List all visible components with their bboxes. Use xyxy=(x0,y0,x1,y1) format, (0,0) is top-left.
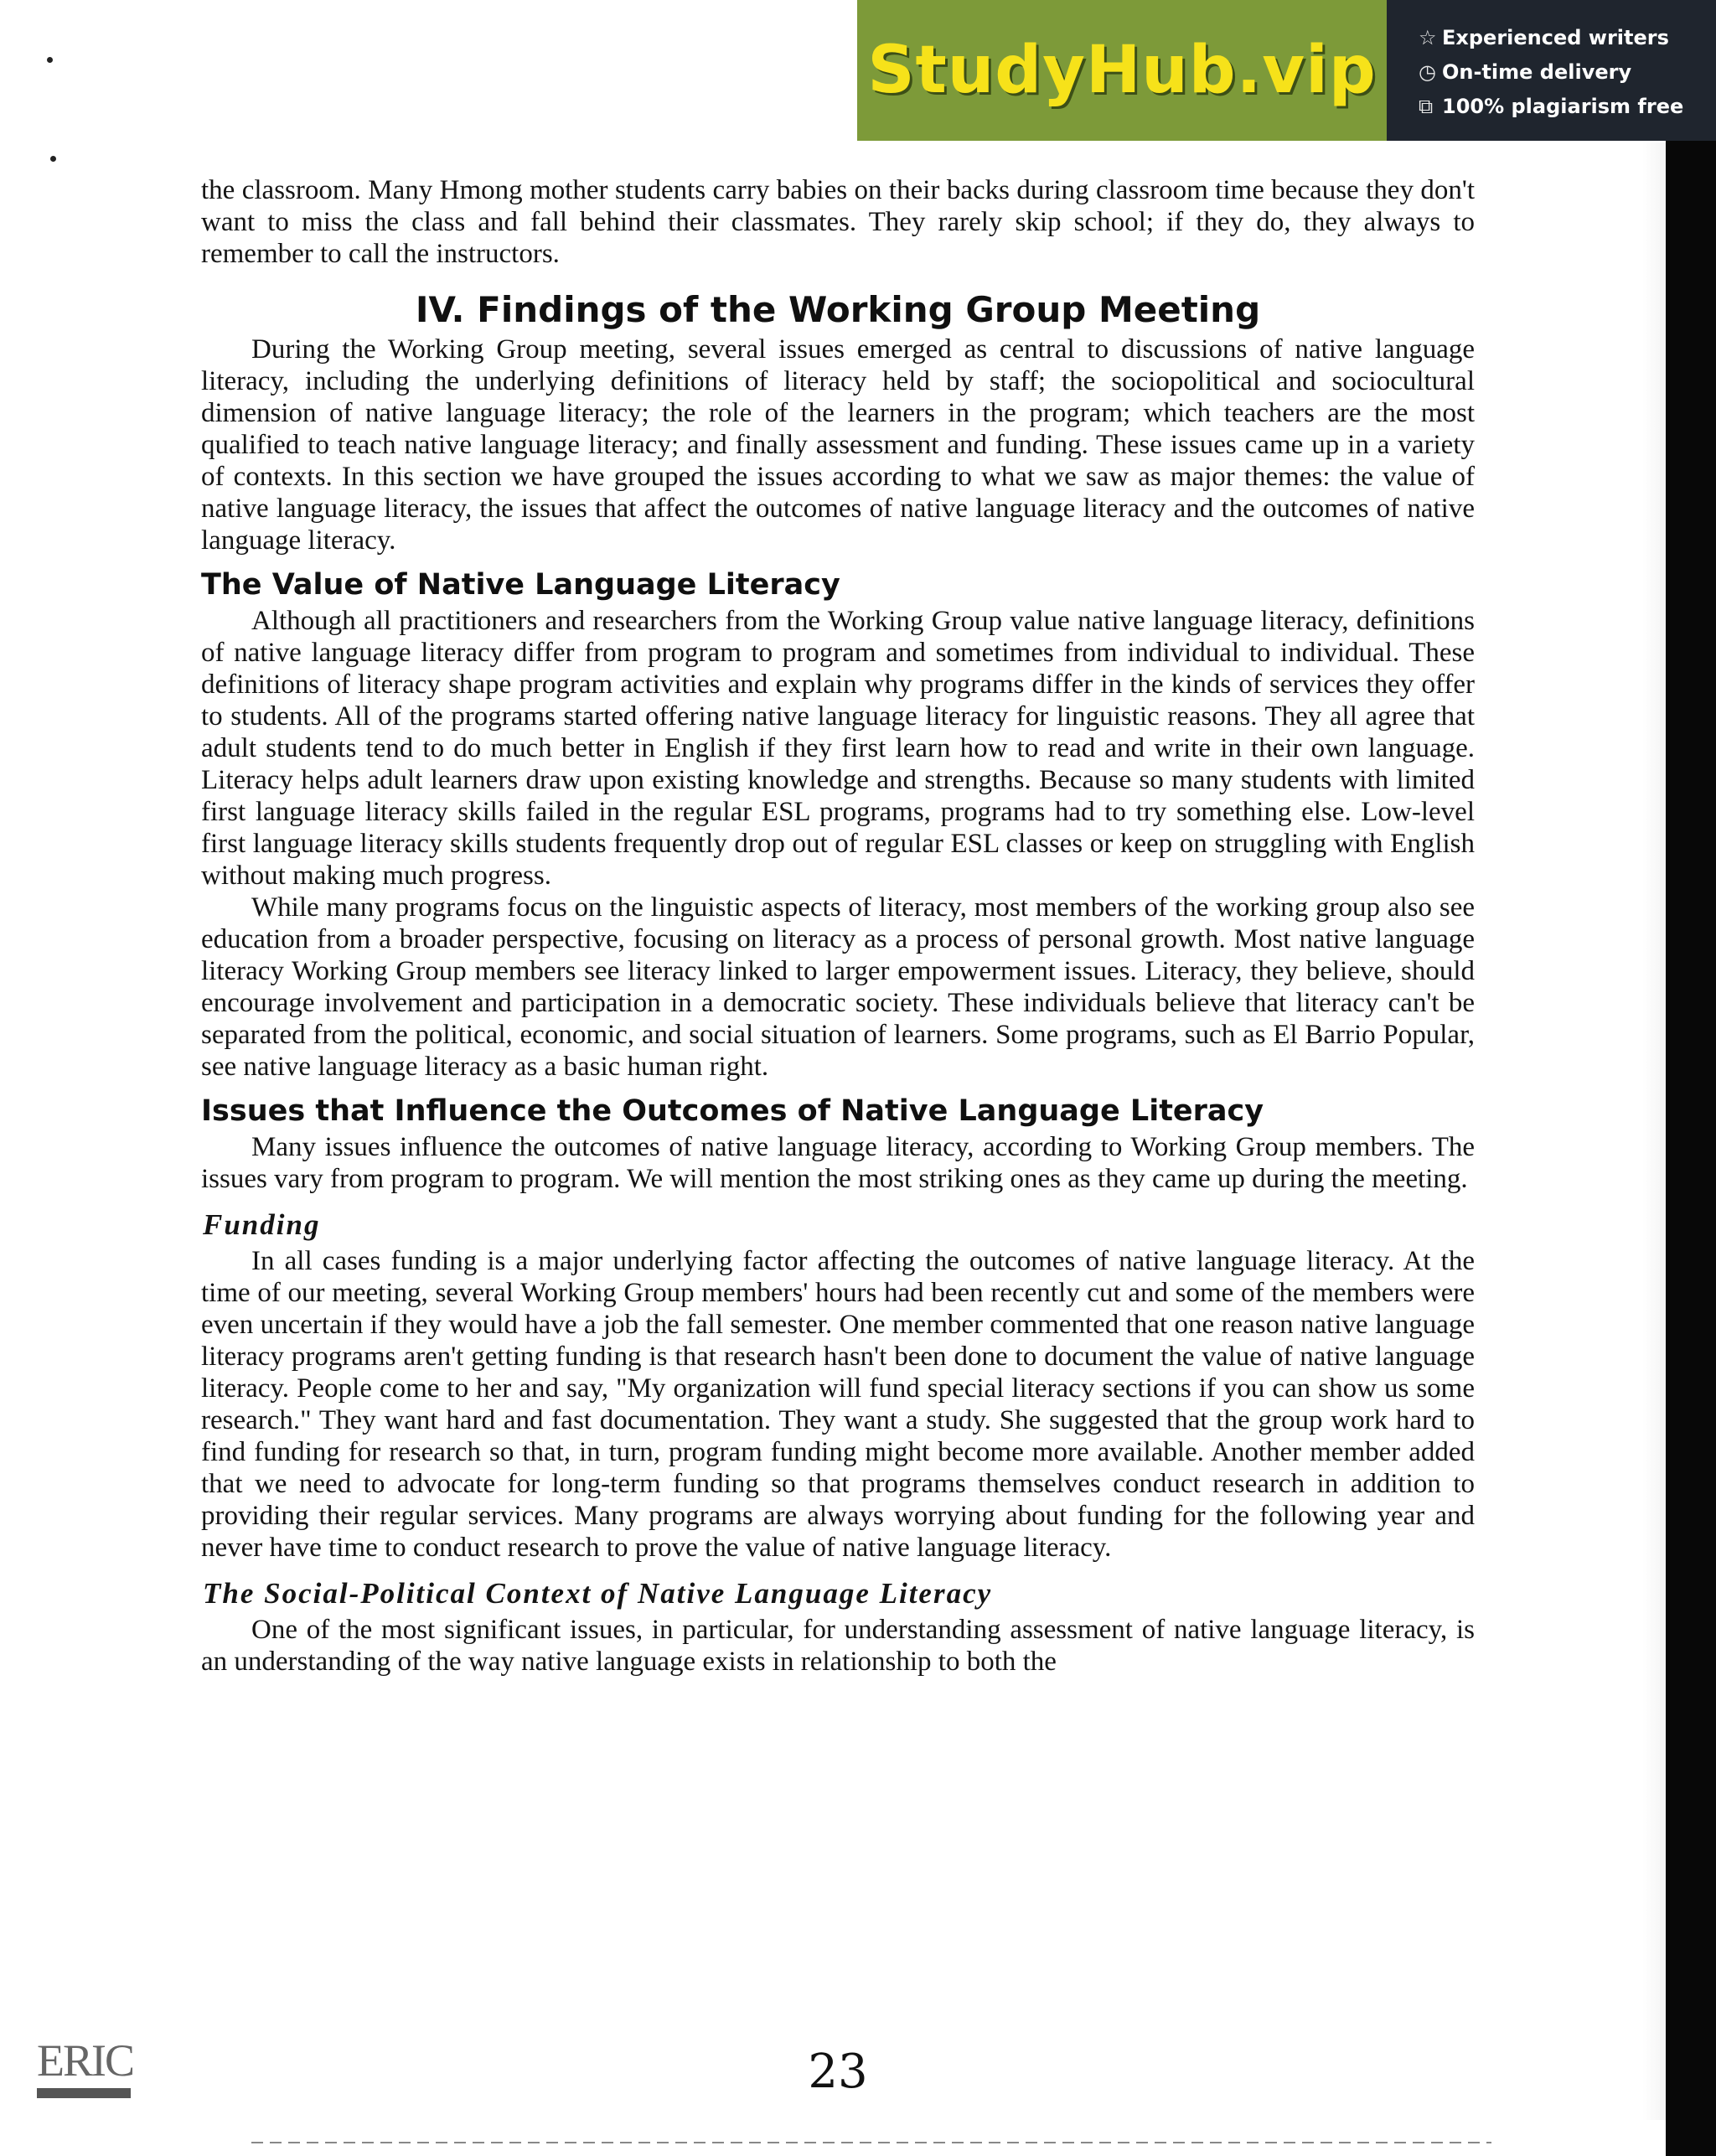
eric-logo-text: ERIC xyxy=(37,2035,134,2086)
value-heading: The Value of Native Language Literacy xyxy=(201,568,840,602)
section-title: IV. Findings of the Working Group Meeting xyxy=(415,289,1261,330)
banner-features xyxy=(1387,0,1716,141)
feature-on-time-delivery xyxy=(1419,54,1716,89)
social-political-paragraph: One of the most significant issues, in particular, for understanding assessment of native language literacy, is an understanding of the way native language exists in relationship to both the xyxy=(201,1615,1475,1677)
star-outline-icon: ☆ xyxy=(1419,25,1437,49)
page-number: 23 xyxy=(808,2045,868,2099)
scan-speck xyxy=(50,156,56,162)
eric-tagline-bar xyxy=(37,2088,131,2098)
scanner-edge xyxy=(1666,0,1716,2156)
funding-paragraph: In all cases funding is a major underlying factor affecting the outcomes of native language literacy. At the time of our meeting, several Working Group members' hours had been recently cut and some of the members were even uncertain if they would have a job the fall semester. One member commented that one reason native language literacy programs aren't getting funding is that research hasn't been done to document the value of native language literacy. People come to her and say, "My organization will fund special literacy sections if you can show us some research." They want hard and fast documentation. They want a study. She suggested that the group work hard to find funding for research so that, in turn, program funding might become more available. Another member added that we need to advocate for long-term funding so that programs themselves conduct research in addition to providing their regular services. Many programs are always worrying about funding for the following year and never have time to conduct research to prove the value of native language literacy. xyxy=(201,1246,1475,1563)
page-edge-gap xyxy=(1642,142,1666,2120)
issues-heading: Issues that Influence the Outcomes of Native Language Literacy xyxy=(201,1094,1264,1128)
clock-icon: ◷ xyxy=(1419,59,1436,84)
intro-paragraph: the classroom. Many Hmong mother students carry babies on their backs during classroom time because they don't want to miss the class and fall behind their classmates. They rarely skip school; if they do, they always to remember to call the instructors. xyxy=(201,175,1475,269)
feature-label: On-time delivery xyxy=(1442,59,1632,84)
document-body xyxy=(201,174,1475,1678)
feature-label: Experienced writers xyxy=(1442,25,1669,49)
social-political-heading: The Social-Political Context of Native Language Literacy xyxy=(203,1577,993,1610)
feature-plagiarism-free xyxy=(1419,89,1716,123)
promo-banner[interactable] xyxy=(857,0,1716,141)
eric-logo xyxy=(37,2034,137,2115)
copy-check-icon: ⧉ xyxy=(1419,94,1434,118)
value-paragraph: Although all practitioners and researchers from the Working Group value native language literacy, definitions of native language literacy differ from program to program and sometimes from individual to individual. These definitions of literacy shape program activities and explain why programs differ in the kinds of services they offer to students. All of the programs started offering native language literacy for linguistic reasons. They all agree that adult students tend to do much better in English if they first learn how to read and write in their own language. Literacy helps adult learners draw upon existing knowledge and strengths. Because so many students with limited first language literacy skills failed in the regular ESL programs, programs had to try something else. Low-level first language literacy skills students frequently drop out of regular ESL classes or keep on struggling with English without making much progress. xyxy=(201,606,1475,891)
feature-experienced-writers xyxy=(1419,20,1716,54)
section-paragraph: During the Working Group meeting, several issues emerged as central to discussions of native language literacy, including the underlying definitions of literacy held by staff; the sociopolitical and sociocultural dimension of native language literacy; the role of the learners in the program; which teachers are the most qualified to teach native language literacy; and finally assessment and funding. These issues came up in a variety of contexts. In this section we have grouped the issues according to what we saw as major themes: the value of native language literacy, the issues that affect the outcomes of native language literacy and the outcomes of native language literacy. xyxy=(201,334,1475,556)
scan-bottom-line xyxy=(251,2142,1491,2143)
studyhub-logo[interactable]: StudyHub.vip xyxy=(867,33,1377,108)
scan-speck xyxy=(47,57,53,63)
funding-heading: Funding xyxy=(203,1208,321,1241)
issues-paragraph: Many issues influence the outcomes of native language literacy, according to Working Group members. The issues vary from program to program. We will mention the most striking ones as they came up during the meeting. xyxy=(201,1132,1475,1194)
value-paragraph: While many programs focus on the linguistic aspects of literacy, most members of the working group also see education from a broader perspective, focusing on literacy as a process of personal growth. Most native language literacy Working Group members see literacy linked to larger empowerment issues. Literacy, they believe, should encourage involvement and participation in a democratic society. These individuals believe that literacy can't be separated from the political, economic, and social situation of learners. Some programs, such as El Barrio Popular, see native language literacy as a basic human right. xyxy=(201,892,1475,1082)
studyhub-logo-block[interactable] xyxy=(857,0,1387,141)
feature-label: 100% plagiarism free xyxy=(1442,94,1684,118)
